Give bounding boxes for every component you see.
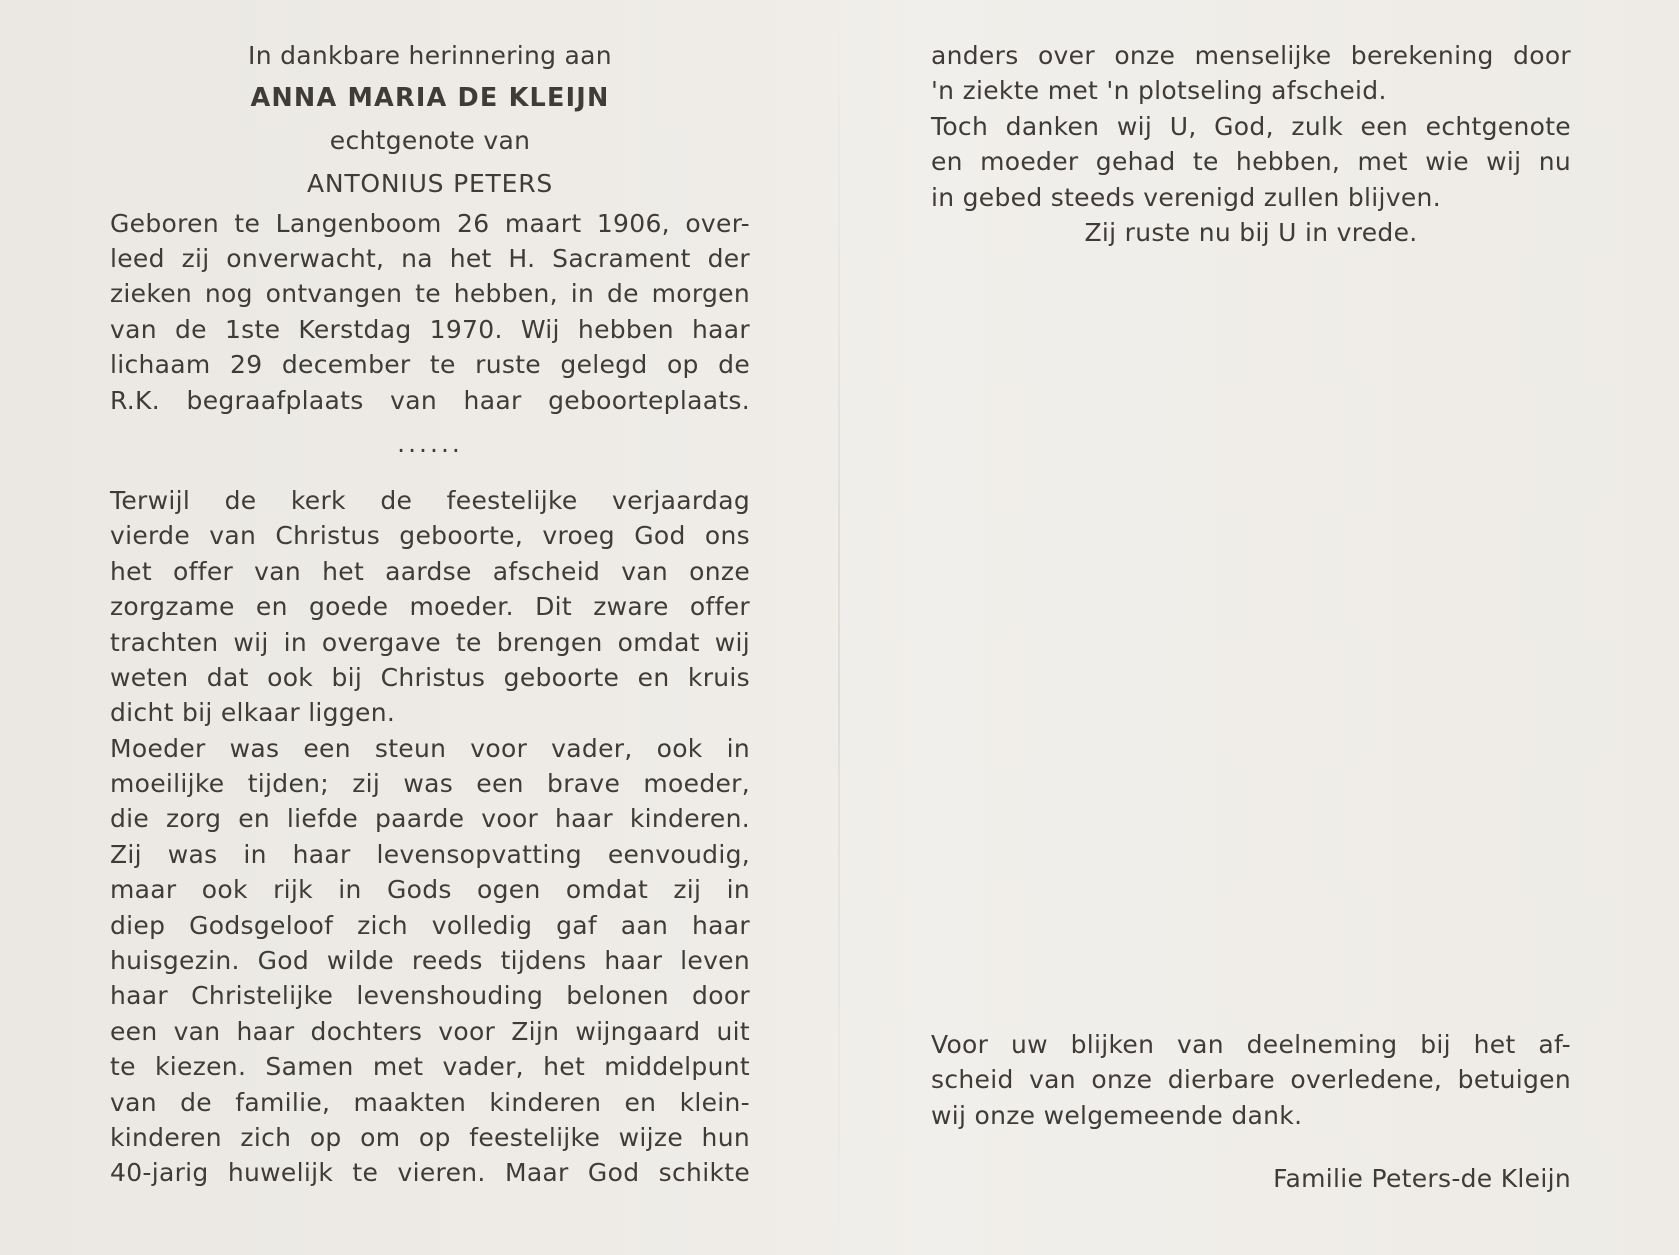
continued-line: Toch danken wij U, God, zulk een echtgenote xyxy=(931,111,1571,141)
thanks-line: Voor uw blijken van deelneming bij het af- xyxy=(931,1030,1571,1059)
tribute-line: het offer van het aardse afscheid van onze xyxy=(110,556,750,586)
tribute-line: diep Godsgeloof zich volledig gaf aan haar xyxy=(110,910,750,940)
tribute-line: dicht bij elkaar liggen. xyxy=(110,698,396,728)
tribute-line: Terwijl de kerk de feestelijke verjaardag xyxy=(110,485,750,515)
continued-line: 'n ziekte met 'n plotseling afscheid. xyxy=(931,76,1387,106)
thanks-line: scheid van onze dierbare overledene, betuigen xyxy=(931,1065,1571,1095)
right-panel xyxy=(931,38,1571,250)
bio-line: zieken nog ontvangen te hebben, in de morgen xyxy=(110,279,750,309)
tribute-line: Moeder was een steun voor vader, ook in xyxy=(110,733,750,763)
tribute-line: maar ook rijk in Gods ogen omdat zij in xyxy=(110,875,750,905)
bio-line: van de 1ste Kerstdag 1970. Wij hebben haar xyxy=(110,314,750,344)
continued-line: en moeder gehad te hebben, met wie wij nu xyxy=(931,147,1571,177)
separator-dots: ...... xyxy=(397,428,463,458)
bio-line: lichaam 29 december te ruste gelegd op de xyxy=(110,350,750,380)
family-signature: Familie Peters-de Kleijn xyxy=(1273,1164,1571,1193)
biography-paragraph xyxy=(110,206,750,418)
left-panel xyxy=(110,38,750,1191)
continued-line: in gebed steeds verenigd zullen blijven. xyxy=(931,182,1441,212)
continued-text xyxy=(931,38,1571,250)
tribute-line: kinderen zich op om op feestelijke wijze hun xyxy=(110,1123,750,1152)
tribute-line: weten dat ook bij Christus geboorte en kruis xyxy=(110,662,750,692)
deceased-name: ANNA MARIA DE KLEIJN xyxy=(250,83,610,114)
spouse-name: ANTONIUS PETERS xyxy=(306,169,554,199)
thanks-paragraph xyxy=(931,1027,1571,1133)
tribute-line: zorgzame en goede moeder. Dit zware offer xyxy=(110,592,750,622)
tribute-line: vierde van Christus geboorte, vroeg God ons xyxy=(110,521,750,551)
tribute-text xyxy=(110,483,750,1191)
tribute-line: die zorg en liefde paarde voor haar kinderen. xyxy=(110,804,750,834)
tribute-line: van de familie, maakten kinderen en klein- xyxy=(110,1087,750,1117)
continued-line: anders over onze menselijke berekening door xyxy=(931,41,1571,70)
tribute-line: huisgezin. God wilde reeds tijdens haar leven xyxy=(110,946,750,976)
bio-line: leed zij onverwacht, na het H. Sacrament der xyxy=(110,244,750,274)
tribute-line: een van haar dochters voor Zijn wijngaard uit xyxy=(110,1016,750,1046)
card-fold xyxy=(838,0,840,1255)
relation-text: echtgenote van xyxy=(329,125,531,155)
tribute-line: trachten wij in overgave te brengen omdat wij xyxy=(110,627,750,657)
thanks-line: wij onze welgemeende dank. xyxy=(931,1100,1303,1130)
tribute-line: moeilijke tijden; zij was een brave moeder, xyxy=(110,769,750,799)
tribute-line: haar Christelijke levenshouding belonen door xyxy=(110,981,750,1011)
closing-prayer: Zij ruste nu bij U in vrede. xyxy=(1084,217,1418,247)
bio-line: Geboren te Langenboom 26 maart 1906, over- xyxy=(110,208,750,238)
bio-line: R.K. begraafplaats van haar geboorteplaats. xyxy=(110,385,750,415)
tribute-line: Zij was in haar levensopvatting eenvoudig, xyxy=(110,839,750,869)
tribute-line: te kiezen. Samen met vader, het middelpunt xyxy=(110,1052,750,1082)
tribute-line: 40-jarig huwelijk te vieren. Maar God schikte xyxy=(110,1158,750,1188)
intro-text: In dankbare herinnering aan xyxy=(248,41,612,70)
